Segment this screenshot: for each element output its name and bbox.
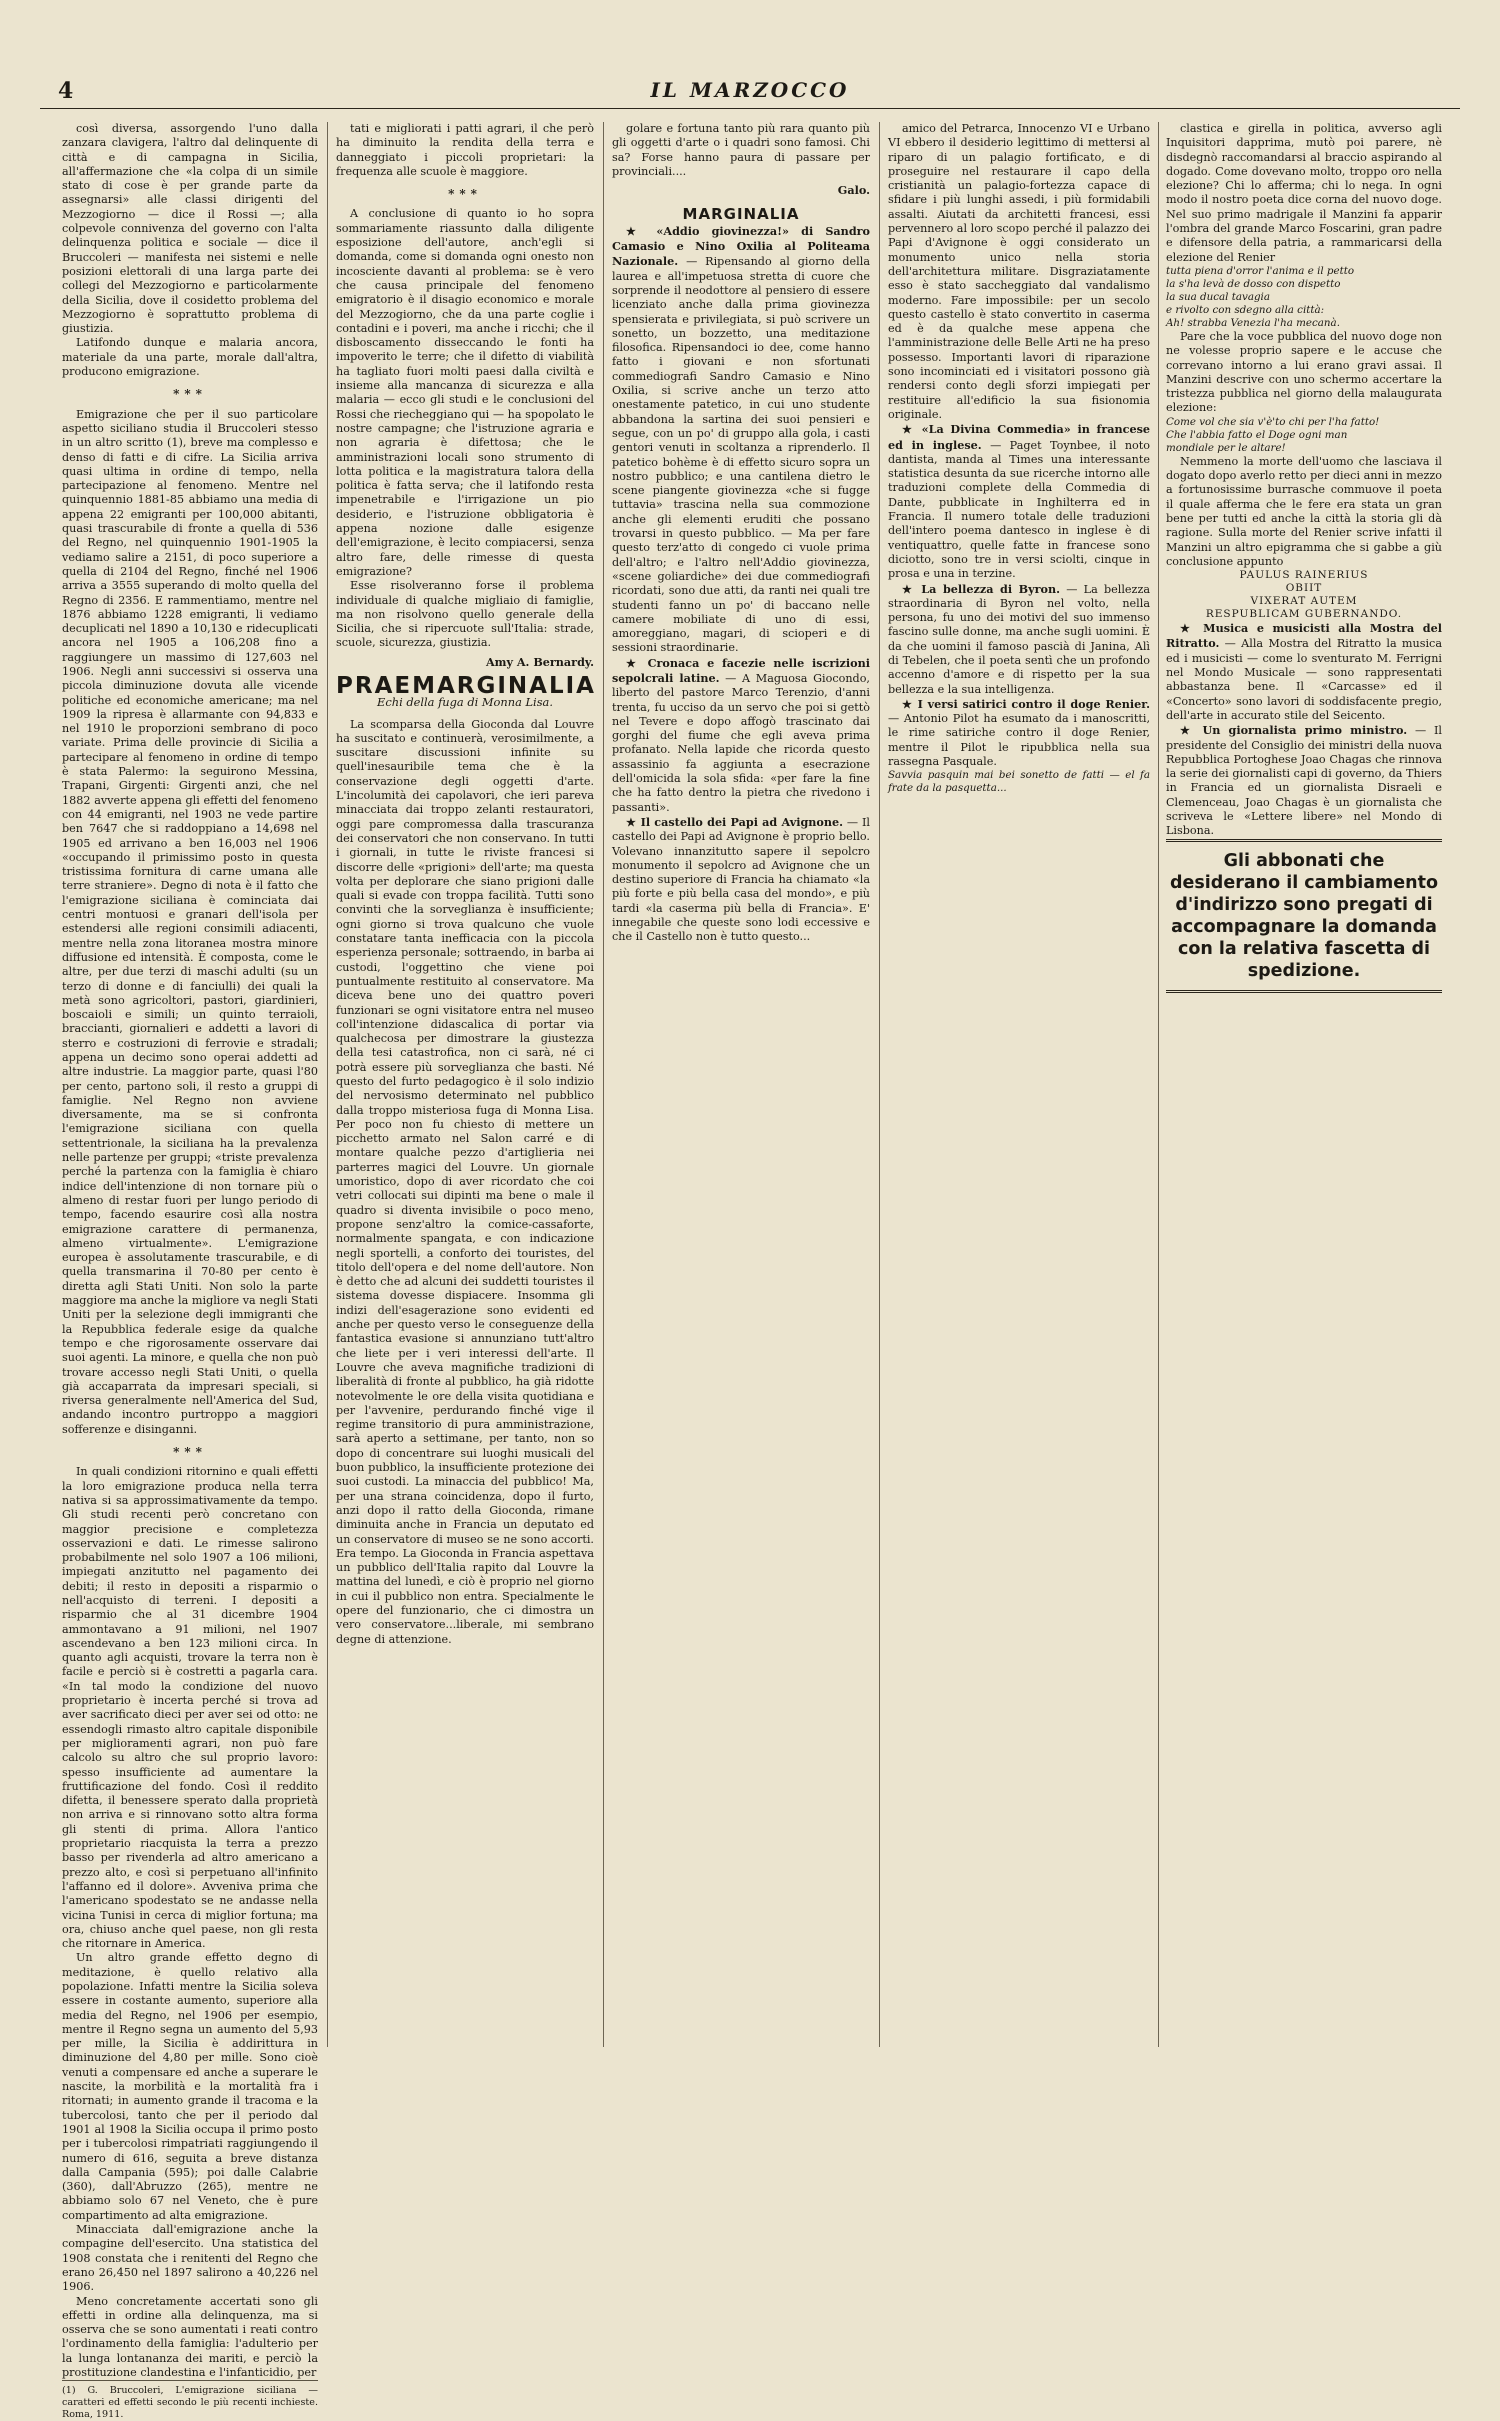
news-item-text: — Alla Mostra del Ritratto la musica ed i musicisti — come lo sventurato M. Ferrigni nel Mondo Musicale — sono rappresentati abbastanza bene. Il «Carcasse» ed il «Concerto» sono lavori di soddisfacente pregio, dell'arte in accurato stile del Seicento. [1166, 637, 1442, 722]
paragraph: Esse risolveranno forse il problema individuale di qualche migliaio di famiglie, ma non risolvono quello generale della Sicilia, che si ripercuote sull'Italia: strade, scuole, sicurezza, giustizia. [336, 579, 594, 650]
column-3 [612, 122, 870, 2047]
paragraph: Nemmeno la morte dell'uomo che lasciava il dogato dopo averlo retto per dieci anni in mezzo a fortunosissime burrasche commuove il poeta il quale afferma che le fere era stata un gran bene per tutti ed anche la città la storia gli dà ragione. Sulla morte del Renier scrive infatti il Manzini un altro epigramma che si gabbe a giù conclusione appunto [1166, 454, 1442, 568]
footnote: (1) G. Bruccoleri, L'emigrazione siciliana — caratteri ed effetti secondo le più recenti inchieste. Roma, 1911. [62, 2380, 318, 2421]
paragraph: amico del Petrarca, Innocenzo VI e Urbano VI ebbero il desiderio legittimo di mettersi al riparo di un palagio fortificato, e di proseguire nel restaurare il capo della cristianità un palagio-fortezza capace di sfidare i più lunghi assedi, i più formidabili assalti. Aiutati da architetti francesi, essi pervennero al loro scopo perché il palazzo dei Papi d'Avignone è oggi considerato un monumento unico nella storia dell'architettura militare. Disgraziatamente esso è stato saccheggiato dal vandalismo moderno. Fare impossibile: per un secolo questo castello è stato convertito in caserma ed è da qualche mese appena che l'amministrazione delle Belle Arti ne ha preso possesso. Importanti lavori di riparazione sono incominciati ed i visitatori possono già rendersi conto degli sforzi impiegati per restituire all'edificio la sua fisionomia originale. [888, 122, 1150, 421]
paragraph: In quali condizioni ritornino e quali effetti la loro emigrazione produca nella terra nativa si sa approssimativamente da tempo. Gli studi recenti però concretano con maggior precisione e completezza osservazioni e dati. Le rimesse salirono probabilmente nel solo 1907 a 106 milioni, impiegati anzitutto nel pagamento dei debiti; il resto in depositi a risparmio o nell'acquisto di terreni. I depositi a risparmio che al 31 dicembre 1904 ammontavano a 91 milioni, nel 1907 ascendevano a ben 123 milioni circa. In quanto agli acquisti, trovare la terra non è facile e perciò si è costretti a pagarla cara. «In tal modo la condizione del nuovo proprietario è incerta perché si trova ad aver sacrificato dieci per aver sei od otto: ne essendogli rimasto altro capitale disponibile per miglioramenti agrari, non può fare calcolo su altro che sul proprio lavoro: spesso insufficiente ad aumentare la fruttificazione del fondo. Così il reddito difetta, il benessere sperato dalla proprietà non arriva e si rinnovano sotto altra forma gli stenti di prima. Allora l'antico proprietario riacquista la terra a prezzo basso per rivenderla ad altro americano a prezzo alto, e così si perpetuano all'infinito l'affanno ed il dolore». Avveniva prima che l'americano spodestato se ne andasse nella vicina Tunisi in cerca di miglior fortuna; ma ora, chiuso anche quel paese, non gli resta che ritornare in America. [62, 1465, 318, 1951]
paragraph: tati e migliorati i patti agrari, il che però ha diminuito la rendita della terra e danneggiato i piccoli proprietari: la frequenza alle scuole è maggiore. [336, 122, 594, 178]
paragraph: A conclusione di quanto io ho sopra sommariamente riassunto dalla diligente esposizione dell'autore, anch'egli si domanda, come si domanda ogni onesto non incosciente davanti al problema: se è vero che causa principale del fenomeno emigratorio è il disagio economico e morale del Mezzogiorno, che da una parte coglie i contadini e i poveri, ma anche i ricchi; che il disboscamento disseccando le fonti ha impoverito le terre; che il difetto di viabilità ha tagliato fuori molti paesi dalla civiltà e insieme alla mancanza di sicurezza e alla malaria — ecco gli studi e le conclusioni del Rossi che riecheggiano qui — ha spopolato le nostre campagne; che l'istruzione agraria e non agraria è difettosa; che le amministrazioni locali sono strumento di lotta politica e la magistratura talora della politica è fatta serva; che il latifondo resta impenetrabile e l'irrigazione un pio desiderio, e l'istruzione obbligatoria è appena nozione dalle esigenze dell'emigrazione, è lecito compiacersi, senza altro fare, delle rimesse di questa emigrazione? [336, 207, 594, 578]
paragraph: Un altro grande effetto degno di meditazione, è quello relativo alla popolazione. Infatti mentre la Sicilia soleva essere in costante aumento, superiore alla media del Regno, nel 1906 per esempio, mentre il Regno segna un aumento del 5,93 per mille, la Sicilia è addirittura in diminuzione del 4,80 per mille. Sono cioè venuti a compensare ed anche a superare le nascite, la morbilità e la mortalità fra i ritornati; in aumento grande il tracoma e la tubercolosi, tanto che per il periodo dal 1901 al 1908 la Sicilia occupa il primo posto per i tubercolosi rimpatriati raggiungendo il numero di 616, seguita a breve distanza dalla Campania (595); poi dalle Calabrie (360), dall'Abruzzo (265), mentre ne abbiamo solo 67 nel Veneto, che è pure compartimento ad alta emigrazione. [62, 1951, 318, 2222]
paragraph: golare e fortuna tanto più rara quanto più gli oggetti d'arte o i quadri sono famosi. Chi sa? Forse hanno paura di passare per provinciali.... [612, 122, 870, 178]
news-item-text: — Antonio Pilot ha esumato da i manoscritti, le rime satiriche contro il doge Renier, mentre il Pilot le ripubblica nella sua rassegna Pasquale. [888, 712, 1150, 769]
masthead-title: IL MARZOCCO [650, 78, 850, 102]
section-title-praemarginalia: PRAEMARGINALIA [336, 672, 596, 699]
news-item-title: ★ Un giornalista primo ministro. [1180, 723, 1408, 738]
column-rule [603, 122, 604, 2047]
news-item-text: — Il castello dei Papi ad Avignone è proprio bello. Volevano innanzitutto sapere il sepolcro monumento il sepolcro ad Avignone che un destino superiore di Francia ha chiamato «la più forte e più bella casa del mondo», e più tardi «la caserma più bella di Francia». E' innegabile che queste sono lodi eccessive e che il Castello non è tutto questo... [612, 815, 870, 944]
verse-quote: Savvia pasquin mai bei sonetto de fatti — el fa frate da la pasquetta... [888, 769, 1150, 795]
page-number: 4 [58, 78, 74, 104]
author-signature: Galo. [837, 183, 870, 198]
news-item-text: — Paget Toynbee, il noto dantista, manda al Times una interessante statistica desunta da sue ricerche intorno alle traduzioni complete della Commedia di Dante, pubblicate in Inghilterra ed in Francia. Il numero totale delle traduzioni dell'intero poema dantesco in inglese è di ventiquattro, quelle fatte in francese sono diciotto, sono tre in versi sciolti, cinque in prosa e una in terzine. [888, 438, 1150, 581]
verse-quote: tutta piena d'orror l'anima e il petto la s'ha levà de dosso con dispetto la sua ducal tavagia e rivolto con sdegno alla città: Ah! strabba Venezia l'ha mecanà. [1166, 264, 1355, 329]
subscriber-notice: Gli abbonati che desiderano il cambiamento d'indirizzo sono pregati di accompagnare la domanda con la relativa fascetta di spedizione. [1166, 839, 1442, 993]
column-rule [879, 122, 880, 2047]
paragraph: Latifondo dunque e malaria ancora, materiale da una parte, morale dall'altra, producono emigrazione. [62, 336, 318, 379]
section-divider: *** [173, 1445, 207, 1460]
news-item [888, 422, 1150, 581]
page-header [40, 78, 1460, 109]
column-1 [62, 122, 318, 2421]
paragraph: clastica e girella in politica, avverso agli Inquisitori dapprima, mutò poi parere, nè disdegnò raccomandarsi al braccio aspirando al dogado. Come dovevano molto, troppo oro nella elezione? Chi lo afferma; chi lo nega. In ogni modo il nostro poeta dice corna del nuovo doge. Nel suo primo madrigale il Manzini fa apparir l'ombra del grande Marco Foscarini, gran padre e difensore della patria, a rammaricarsi della elezione del Renier [1166, 122, 1442, 264]
news-item-title: ★ «Addio giovinezza!» di Sandro Camasio e Nino Oxilia al Politeama Nazionale. [612, 223, 870, 269]
column-rule [1158, 122, 1159, 2047]
news-item-title: ★ Il castello dei Papi ad Avignone. [626, 814, 844, 829]
section-subtitle: Echi della fuga di Monna Lisa. [377, 695, 553, 710]
column-5 [1166, 122, 1442, 2047]
section-divider: *** [448, 187, 482, 202]
paragraph: Emigrazione che per il suo particolare aspetto siciliano studia il Bruccoleri stesso in un altro scritto (1), breve ma complesso e denso di fatti e di cifre. La Sicilia arriva quasi ultima in ordine di tempo, nella partecipazione al fenomeno. Mentre nel quinquennio 1881-85 abbiamo una media di appena 22 emigranti per 100,000 abitanti, quasi trascurabile di fronte a quella di 536 del Regno, nel quinquennio 1901-1905 la vediamo salire a 2151, di poco superiore a quella di 2104 del Regno, finché nel 1906 arriva a 3555 superando di molto quella del Regno di 2356. E rammentiamo, mentre nel 1876 abbiamo 1228 emigranti, li vediamo decuplicati nel 1890 a 10,130 e ridecuplicati ancora nel 1905 a 106,208 fino a raggiungere un massimo di 127,603 nel 1906. Negli anni successivi si osserva una piccola diminuzione dovuta alle vicende politiche ed economiche americane; ma nel 1909 la ripresa è allarmante con 94,833 e nel 1910 le proporzioni sembrano di poco variate. Prima delle provincie di Sicilia a partecipare al fenomeno in ordine di tempo è stata Palermo: la seguirono Messina, Trapani, Girgenti: Girgenti anzi, che nel 1882 avverte appena gli effetti del fenomeno con 44 emigranti, nel 1903 ne vede partire ben 7647 che si raddoppiano a 14,698 nel 1905 ed arrivano a ben 16,003 nel 1906 «occupando il primissimo posto in questa tristissima fornitura di carne umana alle terre straniere». Degno di nota è il fatto che l'emigrazione siciliana è cominciata dai centri montuosi e granari dell'isola per estendersi alle regioni consimili adiacenti, mentre nella zona litoranea mostra minore diffusione ed intensità. È composta, come le altre, per due terzi di maschi adulti (su un terzo di donne e di fanciulli) dei quali la metà sono agricoltori, pastori, giardinieri, boscaioli e simili; un quinto terraioli, braccianti, giornalieri e addetti a lavori di sterro e costruzioni di ferrovie e stradali; appena un decimo sono operai addetti ad altre industrie. La maggior parte, quasi l'80 per cento, partono soli, il resto a gruppi di famiglie. Nel Regno non avviene diversamente, ma se si confronta l'emigrazione siciliana con quella settentrionale, la siciliana ha la prevalenza nelle partenze per gruppi; «triste prevalenza perché la partenza con la famiglia è chiaro indice dell'intenzione di non tornare più o almeno di restar fuori per lungo periodo di tempo, facendo esaurire così alla nostra emigrazione carattere di permanenza, almeno virtualmente». L'emigrazione europea è assolutamente trascurabile, e di quella transmarina il 70-80 per cento è diretta agli Stati Uniti. Non solo la parte maggiore ma anche la migliore va negli Stati Uniti per la selezione degli immigranti che la Repubblica federale esige da qualche tempo e che rigorosamente osservare dai suoi agenti. La minore, e quella che non può trovare accesso negli Stati Uniti, o quella già accaparrata da impresari speciali, si riversa generalmente nell'America del Sud, andando incontro purtroppo a maggiori sofferenze e disinganni. [62, 407, 318, 1436]
news-item-title: ★ Musica e musicisti alla Mostra del Ritratto. [1166, 621, 1442, 651]
paragraph: La scomparsa della Gioconda dal Louvre ha suscitato e continuerà, verosimilmente, a suscitare discussioni infinite su quell'inesauribile tema che è la conservazione degli oggetti d'arte. L'incolumità dei capolavori, che ieri pareva minacciata dai troppo zelanti restauratori, oggi pare compromessa dalla trascuranza dei conservatori che non conservano. In tutti i giornali, in tutte le riviste francesi si discorre delle «prigioni» dell'arte; ma questa volta per deplorare che siano prigioni dalle quali si evade con troppa facilità. Tutti sono convinti che la sorveglianza è insufficiente; ogni giorno si trova qualcuno che vuole constatare tanta inefficacia con la piccola esperienza personale; sottraendo, in barba ai custodi, l'oggettino che viene poi puntualmente restituito al conservatore. Ma diceva bene uno dei quattro poveri funzionari se ogni visitatore entra nel museo coll'intenzione didascalica di portar via qualchecosa per dimostrare la giustezza della tesi catastrofica, non ci sarà, né ci potrà essere più sorveglianza che basti. Né questo del furto pedagogico è il solo indizio del nervosismo determinato nel pubblico dalla troppo misteriosa fuga di Monna Lisa. Per poco non fu chiesto di mettere un picchetto armato nel Salon carré e di montare qualche pezzo d'artiglieria nei parterres magici del Louvre. Un giornale umoristico, dopo di aver ricordato che coi vetri collocati sui dipinti ma bene o male il quadro si diventa invisibile o poco meno, propone senz'altro la comice-cassaforte, normalmente spangata, e con indicazione negli sportelli, a conforto dei touristes, del titolo dell'opera e del nome dell'autore. Non è detto che ad alcuni dei suddetti touristes il sistema dovesse dispiacere. Insomma gli indizi dell'esagerazione sono evidenti ed anche per questo verso le conseguenze della fantastica evasione si annunziano tutt'altro che liete per i veri interessi dell'arte. Il Louvre che aveva magnifiche tradizioni di liberalità di fronte al pubblico, ha già ridotte notevolmente le ore della visita quotidiana e per l'avvenire, perdurando finché vige il regime transitorio di pura amministrazione, sarà aperto a settimane, per tanto, non so dopo di concentrare sui luoghi musicali del buon pubblico, la insufficiente protezione dei suoi custodi. La minaccia del pubblico! Ma, per una strana coincidenza, dopo il furto, anzi dopo il ratto della Gioconda, rimane diminuita anche in Francia un deputato ed un conservatore di museo se ne sono accorti. Era tempo. La Gioconda in Francia aspettava un pubblico dell'Italia rapito dal Louvre la mattina del lunedì, e ciò è proprio nel giorno in cui il pubblico non entra. Specialmente le opere del funzionario, che ci dimostra un vero conservatore...liberale, mi sembrano degne di attenzione. [336, 717, 594, 1646]
paragraph: Pare che la voce pubblica del nuovo doge non ne volesse proprio sapere e le accuse che correvano intorno a lui erano gravi assai. Il Manzini descrive con uno schermo accertare la tristezza pubblica nel giorno della malaugurata elezione: [1166, 329, 1442, 415]
news-item [612, 224, 870, 656]
news-item-title: ★ I versi satirici contro il doge Renier. [902, 696, 1150, 711]
author-signature: Amy A. Bernardy. [485, 654, 594, 669]
news-item [1166, 621, 1442, 723]
paragraph: così diversa, assorgendo l'uno dalla zanzara clavigera, l'altro dal delinquente di città e di campagna in Sicilia, all'affermazione che «la colpa di un simile stato di cose è per grande parte da assegnarsi» alle classi dirigenti del Mezzogiorno — dice il Rossi —; alla colpevole connivenza del governo con l'alta delinquenza politica e sociale — dice il Bruccoleri — manifesta nei sistemi e nelle posizioni elettorali di una larga parte dei collegi del Mezzogiorno e particolarmente della Sicilia, dove il cosidetto problema del Mezzogiorno è soprattutto problema di giustizia. [62, 122, 318, 336]
section-title-marginalia: MARGINALIA [682, 205, 800, 224]
epitaph: PAULUS RAINERIUS OBIIT VIXERAT AUTEM RESPUBLICAM GUBERNANDO. [1205, 569, 1403, 621]
news-item-title: ★ «La Divina Commedia» in francese ed in inglese. [888, 422, 1150, 452]
news-item [888, 582, 1150, 697]
paragraph: Meno concretamente accertati sono gli effetti in ordine alla delinquenza, ma si osserva che se sono aumentati i reati contro l'ordinamento della famiglia: l'adulterio per la lunga lontananza dei mariti, e perciò la prostituzione clandestina e l'infanticidio, per [62, 2294, 318, 2380]
news-item-text: — La bellezza straordinaria di Byron nel volto, nella persona, fu uno dei motivi del suo immenso fascino sulle donne, ma anche sugli uomini. È da che uomini il famoso pascià di Janina, Alì di Tebelen, che il poeta sentì che un profondo accenno d'amore e di rispetto per la sua bellezza e la sua intelligenza. [888, 582, 1151, 696]
column-2 [336, 122, 594, 2047]
news-item-text: — Il presidente del Consiglio dei ministri della nuova Repubblica Portoghese Joao Chagas che rinnova la serie dei giornalisti capi di governo, da Thiers in Francia ed un giornalista Disraeli e Clemenceau, Joao Chagas è un giornalista che scriveva le «Lettere libere» nel Mondo di Lisbona. [1166, 724, 1442, 838]
news-item [1166, 723, 1442, 838]
news-item-title: ★ La bellezza di Byron. [902, 581, 1061, 596]
news-item [612, 815, 870, 945]
news-item-title: ★ Cronaca e facezie nelle iscrizioni sepolcrali latine. [612, 655, 870, 685]
news-item [888, 697, 1150, 769]
news-item-text: — A Maguosa Giocondo, liberto del pastore Marco Terenzio, d'anni trenta, fu ucciso da un servo che poi si gettò nel Tevere e dopo affogò trascinato dai gorghi del fiume che egli aveva prima profanato. Nella lapide che ricorda questo assassinio fa aggiunta a esecrazione dell'omicida la sola sfida: «per fare la fine che ha fatto dentro la pietra che rivedono i passanti». [612, 671, 870, 814]
column-rule [327, 122, 328, 2047]
news-item [612, 656, 870, 815]
section-divider: *** [173, 387, 207, 402]
news-item-text: — Ripensando al giorno della laurea e all'impetuosa stretta di cuore che sorprende il neodottore al pensiero di essere licenziato anche dalla prima giovinezza spensierata e privilegiata, si può scrivere un sonetto, un bozzetto, una meditazione filosofica. Ripensandoci io dee, come hanno fatto i giovani e non sfortunati commediografi Sandro Camasio e Nino Oxilia, si scrive anche un terzo atto onestamente patetico, in cui uno studente abbandona la sartina dei suoi pensieri e segue, con un po' di gruppo alla gola, i casti gentori venuti in scoltanza a riprenderlo. Il patetico bohème è di effetto sicuro sopra un nostro pubblico; e una cantilena dietro le scene piangente giovinezza «che si fugge tuttavia» trascina nella sua commozione anche gli elementi eruditi che possano trovarsi in questo pubblico. — Ma per fare questo terz'atto di congedo ci vuole prima dell'altro; e l'altro nell'Addio giovinezza, «scene goliardiche» dei due commediografi ricordati, sono due atti, da ranti nei quali tre studenti fanno un po' di baccano nelle camere mobiliate di uno di essi, amoreggiano, magari, di scioperi e di sessioni straordinarie. [612, 255, 870, 655]
column-4 [888, 122, 1150, 2047]
verse-quote: Come vol che sia v'è'to chi per l'ha fatto! Che l'abbia fatto el Doge ogni man mondiale per le altare! [1166, 415, 1380, 454]
paragraph: Minacciata dall'emigrazione anche la compagine dell'esercito. Una statistica del 1908 constata che i renitenti del Regno che erano 26,450 nel 1897 salirono a 40,226 nel 1906. [62, 2223, 318, 2294]
